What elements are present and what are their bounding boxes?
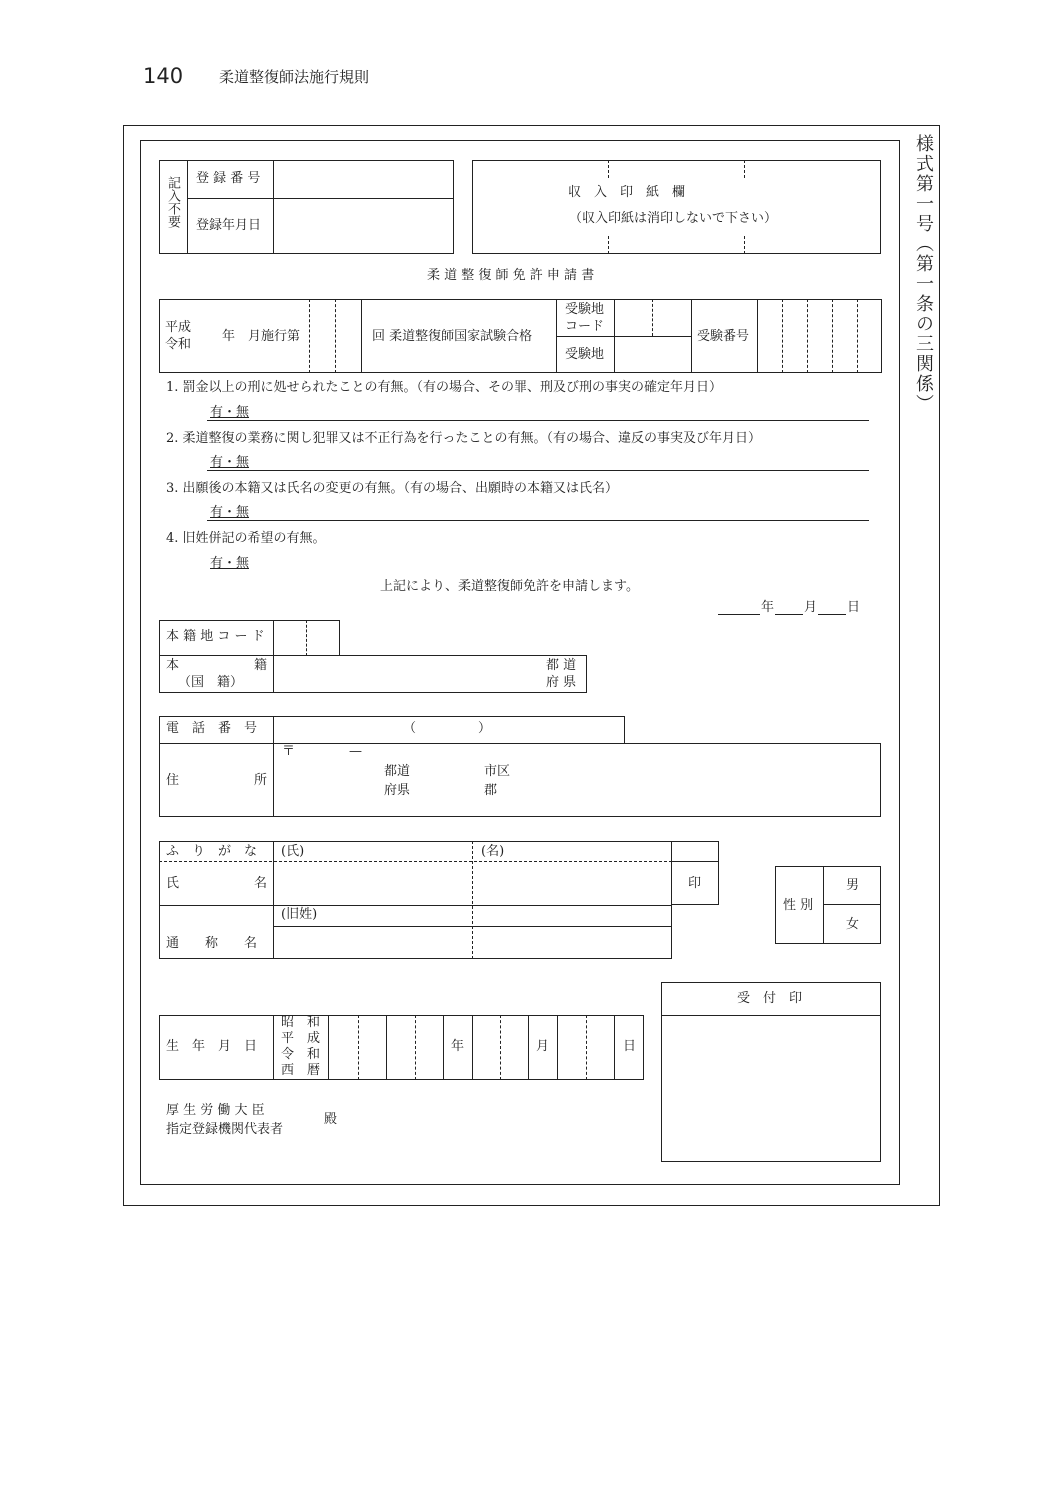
given-name-label: (名): [481, 844, 505, 859]
address-pref-bottom: 府県: [384, 783, 411, 798]
address-label-a: 住: [166, 773, 180, 788]
exam-year-month: 年 月施行第: [222, 329, 301, 344]
exam-pass: 回 柔道整復師国家試験合格: [372, 329, 533, 344]
exam-site-code-label2: コード: [565, 319, 605, 334]
name-label-a: 氏: [166, 876, 180, 891]
answer-4[interactable]: 有・無: [210, 556, 250, 571]
exam-site-label: 受験地: [565, 347, 605, 362]
date-month: 月: [804, 600, 818, 615]
question-4: 4. 旧姓併記の希望の有無。: [166, 531, 326, 546]
answer-1[interactable]: 有・無: [210, 405, 250, 420]
form-label: 様式第一号（第一条の三関係）: [913, 134, 934, 414]
era-reiwa: 令和: [165, 337, 192, 352]
birth-month: 月: [536, 1039, 550, 1054]
era-heisei-birth[interactable]: 平 成: [281, 1031, 321, 1046]
address-city-bottom: 郡: [484, 783, 498, 798]
domicile-pref-bottom: 府 県: [546, 675, 577, 690]
office-use-label: 記入不要: [165, 176, 180, 228]
domicile-label-b: 籍: [254, 658, 268, 673]
answer-line-1: [207, 420, 869, 421]
domicile-label-sub: （国 籍）: [178, 675, 244, 690]
sex-female[interactable]: 女: [846, 917, 860, 932]
stamp-box: [472, 160, 881, 254]
domicile-label-a: 本: [166, 658, 180, 673]
era-western[interactable]: 西 暦: [281, 1063, 321, 1078]
form-title: 柔 道 整 復 師 免 許 申 請 書: [427, 268, 595, 283]
phone-paren-open: （: [403, 721, 417, 736]
birth-label: 生 年 月 日: [166, 1039, 258, 1054]
domicile-pref-top: 都 道: [546, 658, 577, 673]
declaration: 上記により、柔道整復師免許を申請します。: [380, 579, 639, 594]
addressee-line2: 指定登録機関代表者: [166, 1122, 284, 1137]
birth-year: 年: [451, 1039, 465, 1054]
sex-male[interactable]: 男: [846, 878, 860, 893]
address-city-top: 市区: [484, 764, 511, 779]
question-2: 2. 柔道整復の業務に関し犯罪又は不正行為を行ったことの有無。（有の場合、違反の事実及び年月日）: [166, 431, 762, 446]
answer-2[interactable]: 有・無: [210, 455, 250, 470]
reg-number-label: 登 録 番 号: [196, 171, 261, 186]
maiden-name-label: (旧姓): [281, 907, 318, 922]
seal-box: [671, 841, 719, 905]
phone-paren-close: ）: [478, 721, 492, 736]
answer-3[interactable]: 有・無: [210, 505, 250, 520]
era-heisei: 平成: [165, 320, 192, 335]
furigana-label: ふ り が な: [166, 844, 258, 859]
family-name-label: (氏): [281, 844, 305, 859]
address-pref-top: 都道: [384, 764, 411, 779]
birth-day: 日: [623, 1039, 637, 1054]
page-number: 140: [143, 64, 184, 88]
phone-label: 電 話 番 号: [166, 721, 258, 736]
answer-line-3: [207, 520, 869, 521]
alias-label: 通 称 名: [166, 936, 258, 951]
era-showa[interactable]: 昭 和: [281, 1015, 321, 1030]
domicile-code-label: 本 籍 地 コ ー ド: [166, 629, 265, 644]
address-row: [159, 743, 881, 817]
address-postal: 〒: [282, 744, 296, 759]
receipt-label: 受 付 印: [737, 991, 803, 1006]
book-title: 柔道整復師法施行規則: [219, 68, 370, 86]
date-year: 年: [761, 600, 775, 615]
address-label-b: 所: [254, 773, 268, 788]
stamp-box-note: （収入印紙は消印しないで下さい）: [569, 211, 778, 226]
receipt-box: [661, 982, 881, 1162]
seal-label: 印: [688, 876, 702, 891]
name-label-b: 名: [254, 876, 268, 891]
era-reiwa-birth[interactable]: 令 和: [281, 1047, 321, 1062]
addressee-honorific: 殿: [324, 1112, 338, 1127]
exam-site-code-label: 受験地: [565, 302, 605, 317]
exam-number-label: 受験番号: [697, 329, 750, 344]
addressee-line1: 厚 生 労 働 大 臣: [166, 1103, 265, 1118]
answer-line-2: [207, 470, 869, 471]
address-dash: —: [349, 744, 362, 759]
stamp-box-title: 収 入 印 紙 欄: [568, 185, 686, 200]
reg-date-label: 登録年月日: [196, 218, 262, 233]
sex-label: 性 別: [783, 898, 814, 913]
date-day: 日: [847, 600, 861, 615]
question-1: 1. 罰金以上の刑に処せられたことの有無。（有の場合、その罪、刑及び刑の事実の確定年月日）: [166, 380, 723, 395]
question-3: 3. 出願後の本籍又は氏名の変更の有無。（有の場合、出願時の本籍又は氏名）: [166, 481, 619, 496]
